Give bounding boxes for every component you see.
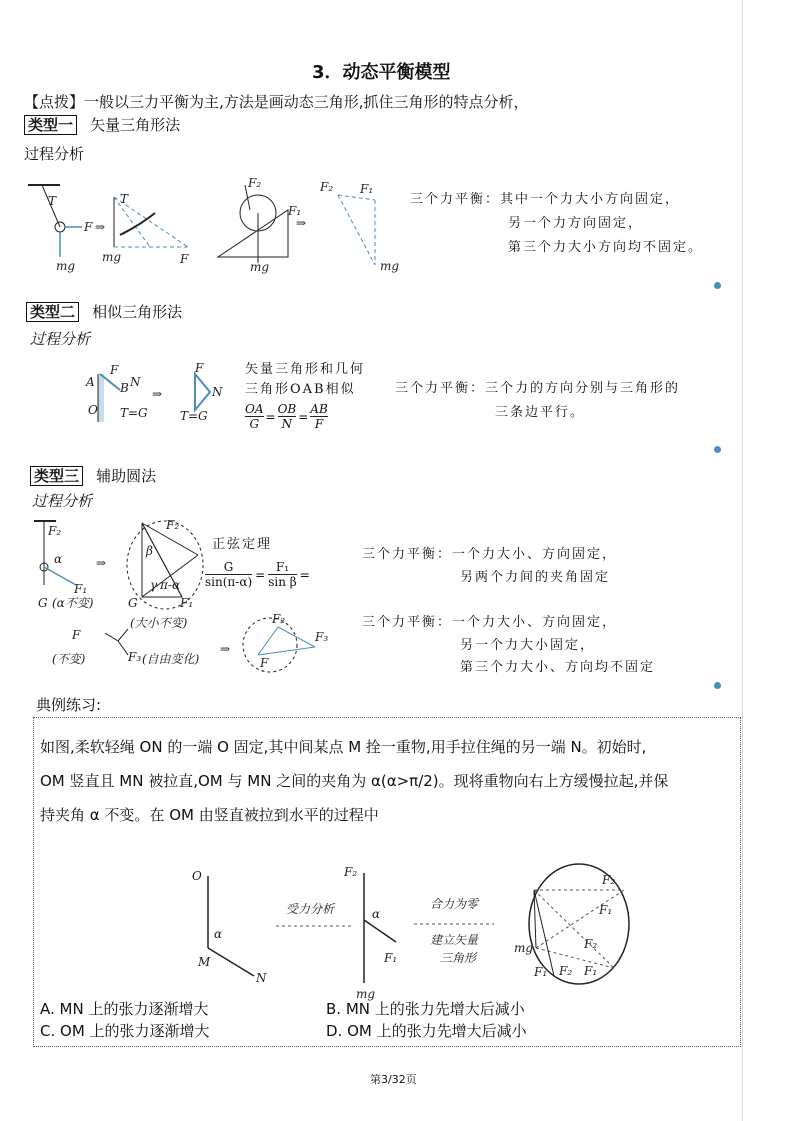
svg-text:(自由变化): (自由变化): [142, 652, 200, 666]
type3-note2-3: 第三个力大小、方向均不固定: [460, 660, 656, 675]
svg-text:(α不变): (α不变): [52, 596, 94, 610]
option-d: D. OM 上的张力先增大后减小: [326, 1022, 527, 1040]
svg-text:三角形: 三角形: [440, 951, 477, 965]
type2-formula: OA G = OB N = AB F: [245, 402, 328, 431]
svg-text:(不变): (不变): [52, 652, 86, 666]
bullet-dot: [714, 446, 721, 453]
process-label-1: 过程分析: [24, 145, 85, 163]
svg-text:F: F: [84, 220, 93, 234]
type3-note2-1: 三个力平衡：一个力大小、方向固定，: [362, 615, 618, 630]
type3-name: 辅助圆法: [96, 467, 157, 485]
svg-text:B: B: [120, 381, 129, 395]
type3-note1-1: 三个力平衡：一个力大小、方向固定，: [362, 547, 618, 562]
svg-text:T=G: T=G: [180, 409, 208, 423]
type2-diagram: [80, 362, 230, 432]
tip-text: 【点拨】一般以三力平衡为主,方法是画动态三角形,抓住三角形的特点分析，: [24, 93, 529, 111]
page-number: 第3/32页: [370, 1073, 417, 1086]
svg-text:F: F: [72, 628, 81, 642]
type3-note1-2: 另两个力间的夹角固定: [460, 570, 611, 585]
svg-text:α: α: [214, 927, 223, 941]
bullet-dot: [714, 282, 721, 289]
svg-text:α: α: [372, 907, 381, 921]
svg-text:F₂: F₂: [166, 518, 180, 532]
svg-text:N: N: [256, 971, 267, 985]
svg-text:F₂: F₂: [559, 964, 573, 978]
svg-text:A: A: [86, 375, 95, 389]
svg-text:F₁: F₁: [74, 582, 88, 596]
svg-text:T=G: T=G: [120, 406, 148, 420]
svg-text:π-α: π-α: [160, 578, 181, 592]
svg-text:F₂: F₂: [320, 180, 334, 194]
type1-note-3: 第三个力大小方向均不固定。: [508, 240, 704, 255]
svg-text:F₁: F₁: [288, 204, 302, 218]
svg-text:F: F: [180, 252, 189, 266]
type3-heading: [30, 465, 156, 486]
question-line-1: 如图,柔软轻绳 ON 的一端 O 固定,其中间某点 M 拴一重物,用手拉住绳的另一端 N。初始时,: [40, 738, 647, 756]
sine-rule-note: 正弦定理: [212, 537, 273, 552]
type3-formula: G sin(π-α) = $\frac{\text{F₁}}{\text{sin β}}$ =: [205, 560, 310, 589]
example-box: [33, 717, 741, 1047]
process-label-3: 过程分析: [32, 492, 93, 510]
svg-text:⇒: ⇒: [296, 216, 307, 230]
option-a: A. MN 上的张力逐渐增大: [40, 1000, 209, 1018]
svg-text:F₂: F₂: [48, 524, 62, 538]
type3-diagram: [30, 515, 340, 685]
svg-text:β: β: [146, 544, 153, 558]
option-c: C. OM 上的张力逐渐增大: [40, 1022, 210, 1040]
svg-text:G: G: [38, 596, 48, 610]
similar-note-1: 矢量三角形和几何: [245, 362, 366, 377]
type1-diagram: [20, 175, 400, 280]
option-b: B. MN 上的张力先增大后减小: [326, 1000, 525, 1018]
type2-tag: 类型二: [26, 302, 79, 322]
svg-text:⇒: ⇒: [152, 387, 163, 401]
type2-note-2: 三条边平行。: [495, 405, 586, 420]
svg-text:F₂: F₂: [602, 873, 616, 887]
svg-text:G: G: [128, 596, 138, 610]
example-label: 典例练习:: [36, 696, 102, 714]
svg-text:⇒: ⇒: [96, 556, 107, 570]
svg-text:合力为零: 合力为零: [430, 897, 479, 911]
type2-note-1: 三个力平衡：三个力的方向分别与三角形的: [395, 381, 681, 396]
type3-note2-2: 另一个力大小固定，: [460, 638, 596, 653]
bullet-dot: [714, 682, 721, 689]
svg-text:F₁: F₁: [180, 596, 194, 610]
svg-text:F₃: F₃: [315, 630, 329, 644]
svg-text:F₁: F₁: [384, 951, 398, 965]
svg-text:γ: γ: [150, 578, 158, 592]
svg-text:T: T: [120, 192, 129, 206]
svg-text:F₁: F₁: [360, 182, 374, 196]
svg-text:mg: mg: [56, 259, 76, 273]
svg-text:F₁: F₁: [584, 964, 598, 978]
similar-note-2: 三角形OAB相似: [245, 382, 356, 397]
svg-text:F: F: [260, 656, 269, 670]
type1-heading: [24, 114, 180, 135]
question-line-3: 持夹角 α 不变。在 OM 由竖直被拉到水平的过程中: [40, 806, 379, 824]
svg-text:mg: mg: [102, 250, 122, 264]
svg-text:F₂: F₂: [248, 176, 262, 190]
svg-text:mg: mg: [356, 987, 376, 1001]
page-title: 3．动态平衡模型: [312, 62, 451, 83]
svg-text:⇒: ⇒: [95, 220, 106, 234]
svg-text:T: T: [48, 194, 57, 208]
page-edge: [742, 0, 743, 1121]
svg-text:N: N: [212, 385, 223, 399]
svg-text:α: α: [54, 552, 63, 566]
svg-text:F₃: F₃: [128, 650, 142, 664]
svg-text:F₁: F₁: [534, 965, 548, 979]
type1-note-2: 另一个力方向固定，: [508, 216, 644, 231]
type2-heading: [26, 301, 182, 322]
svg-text:⇒: ⇒: [220, 642, 231, 656]
svg-text:受力分析: 受力分析: [286, 902, 335, 916]
type1-note-1: 三个力平衡：其中一个力大小方向固定，: [410, 192, 681, 207]
svg-text:O: O: [192, 869, 202, 883]
svg-text:F₁: F₁: [599, 903, 613, 917]
svg-text:M: M: [198, 955, 211, 969]
svg-text:mg: mg: [514, 941, 534, 955]
svg-text:F: F: [195, 362, 204, 375]
svg-text:F: F: [110, 363, 119, 377]
process-label-2: 过程分析: [30, 330, 91, 348]
type1-name: 矢量三角形法: [90, 116, 181, 134]
type3-tag: 类型三: [30, 466, 83, 486]
svg-text:mg: mg: [380, 259, 400, 273]
svg-text:建立矢量: 建立矢量: [430, 933, 479, 947]
svg-text:N: N: [130, 375, 141, 389]
type1-tag: 类型一: [24, 115, 77, 135]
svg-text:O: O: [88, 403, 98, 417]
question-line-2: OM 竖直且 MN 被拉直,OM 与 MN 之间的夹角为 α(α>π/2)。现将重物向右上方缓慢拉起,并保: [40, 772, 669, 790]
svg-text:F₂: F₂: [344, 865, 358, 879]
svg-text:F₂: F₂: [272, 612, 286, 626]
svg-text:F₂: F₂: [584, 937, 598, 951]
svg-text:(大小不变): (大小不变): [130, 616, 188, 630]
example-figure: [184, 858, 729, 1003]
svg-text:mg: mg: [250, 260, 270, 274]
type2-name: 相似三角形法: [92, 303, 183, 321]
